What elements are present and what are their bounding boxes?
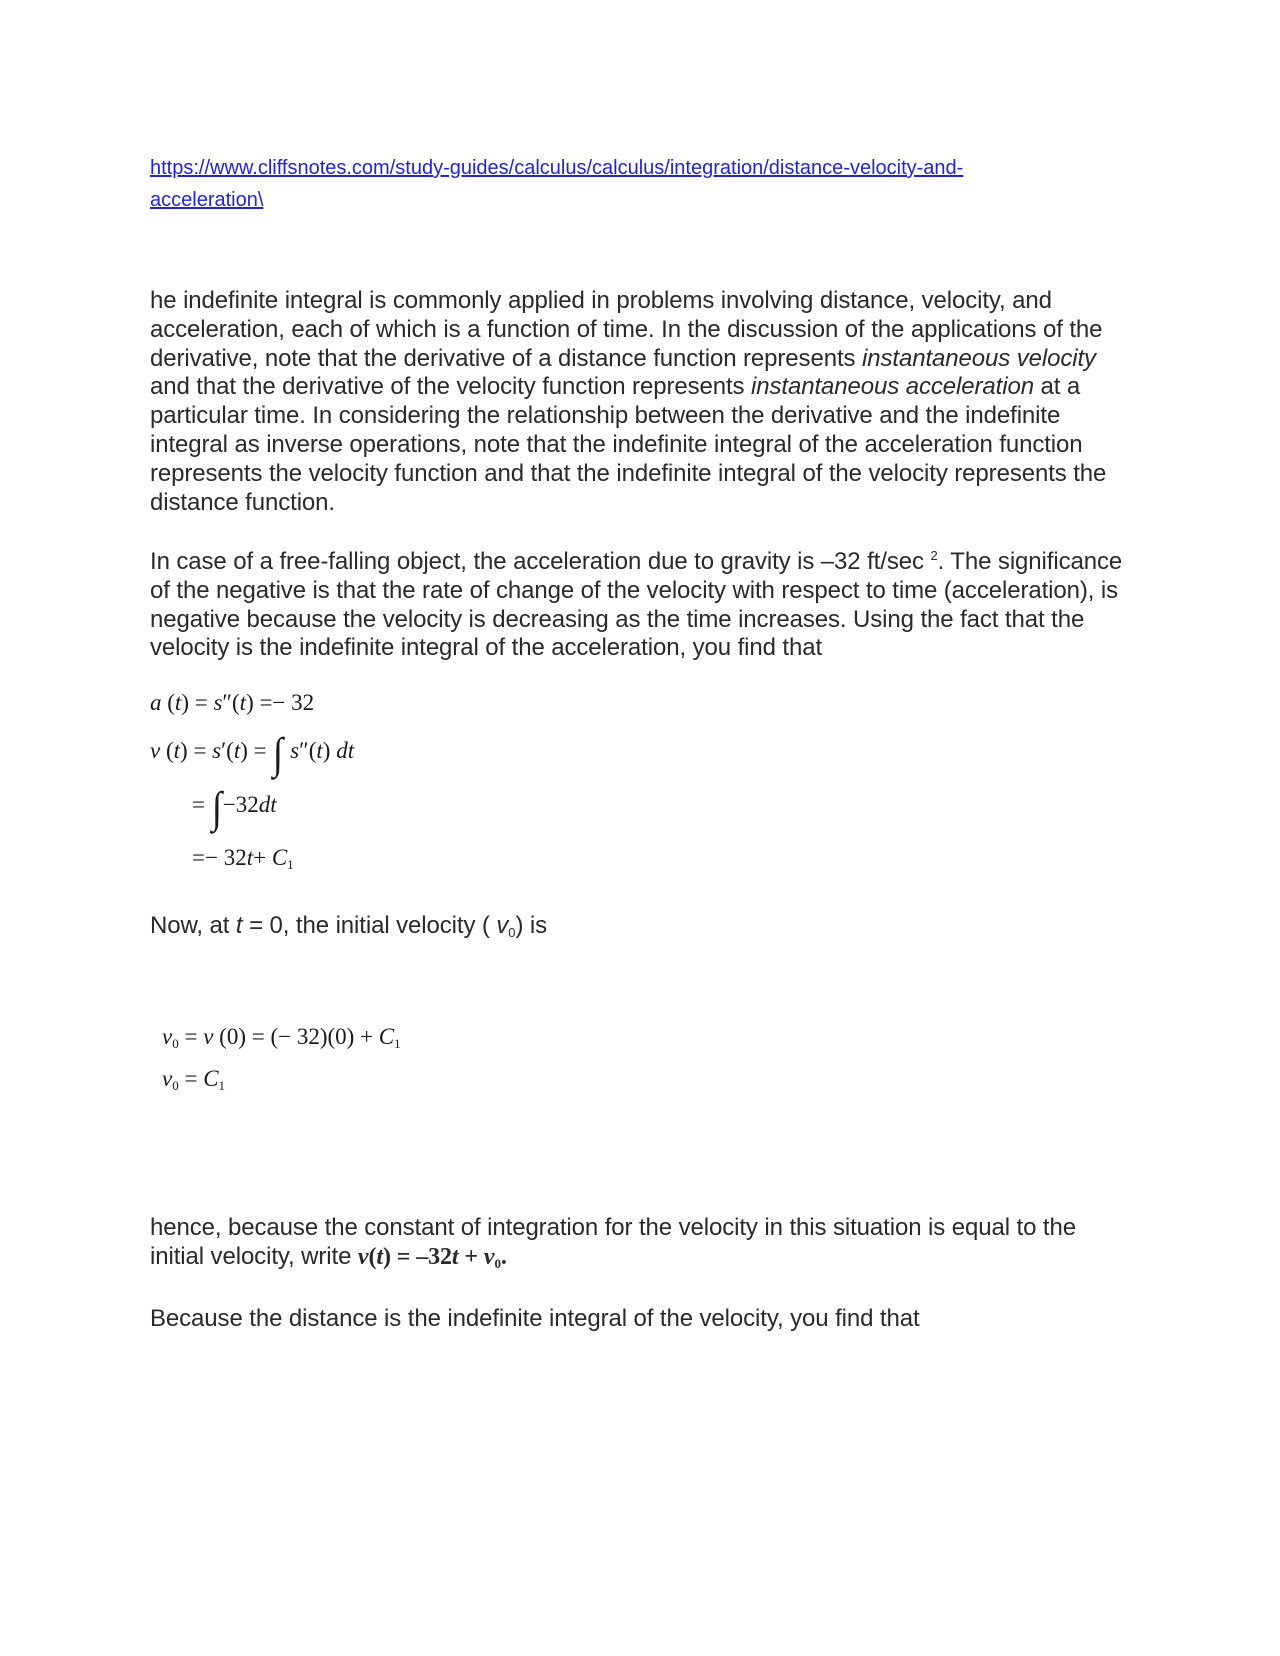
eq-t-var: t	[451, 1243, 459, 1270]
eq-t-var: t	[246, 845, 254, 870]
eq-s-var: s	[284, 738, 300, 763]
initial-velocity-paragraph	[150, 912, 1135, 941]
eq-subscript: 1	[218, 1078, 226, 1093]
eq-subscript: 0	[172, 1078, 179, 1093]
eq-subscript: 0	[494, 1255, 501, 1271]
constant-text: hence, because the constant of integration for the velocity in this situation is equal to the initial velocity, write	[150, 1214, 1076, 1270]
eq-v-var: v	[150, 738, 161, 763]
eq-t-var: t	[316, 738, 323, 763]
eq-paren: (	[232, 690, 240, 715]
equation-velocity: v (t) = s′(t) = ∫ s″(t) dt	[150, 729, 355, 778]
eq-a-var: a	[150, 690, 162, 715]
eq-equals: =	[178, 1066, 204, 1091]
source-link-line-2[interactable]: acceleration\	[150, 189, 264, 211]
eq-paren: (	[160, 738, 174, 763]
intro-emphasis-velocity: instantaneous velocity	[862, 344, 1096, 372]
eq-equals: ) =	[181, 690, 214, 715]
initial-subscript: 0	[508, 925, 516, 940]
eq-equals: ) =	[180, 738, 213, 763]
eq-paren: (	[368, 1243, 377, 1270]
eq-s-var: s	[212, 738, 222, 763]
eq-t-var: t	[239, 690, 247, 715]
source-link-line-1[interactable]: https://www.cliffsnotes.com/study-guides/calculus/calculus/integration/distance-velocity-and-	[150, 157, 964, 179]
eq-v-var: v	[483, 1243, 495, 1270]
equation-initial-velocity	[162, 1024, 401, 1050]
eq-paren: )	[322, 738, 337, 763]
eq-double-prime: ″	[299, 738, 309, 763]
eq-subscript: 1	[287, 857, 294, 872]
eq-v-var: v	[162, 1024, 173, 1049]
source-link[interactable]	[150, 152, 1070, 216]
eq-equals: =	[192, 792, 211, 817]
eq-prime: ′	[221, 738, 227, 763]
eq-period: .	[500, 1243, 507, 1270]
free-fall-paragraph	[150, 548, 1135, 663]
intro-emphasis-acceleration: instantaneous acceleration	[751, 373, 1034, 401]
constant-paragraph	[150, 1214, 1135, 1272]
eq-paren: (	[161, 690, 175, 715]
eq-plus: +	[253, 845, 272, 870]
initial-v-var: v	[496, 912, 509, 939]
eq-dt: dt	[258, 792, 277, 817]
equation-integral: = ∫−32dt	[192, 783, 277, 832]
eq-rest: ) = –32	[382, 1243, 452, 1270]
initial-text-3: ) is	[515, 912, 548, 939]
superscript-2: 2	[930, 548, 938, 563]
initial-text-1: Now, at	[150, 912, 236, 939]
eq-subscript: 1	[394, 1036, 401, 1051]
initial-t-var: t	[235, 912, 243, 939]
eq-v-var: v	[162, 1066, 173, 1091]
eq-equals: =	[178, 1024, 204, 1049]
inline-velocity-equation	[358, 1244, 507, 1270]
initial-text-2: = 0, the initial velocity (	[242, 912, 497, 939]
eq-constant: C	[271, 845, 288, 870]
eq-t-var: t	[173, 738, 181, 763]
eq-paren: (	[226, 738, 234, 763]
eq-equals: ) =	[240, 738, 273, 763]
intro-paragraph	[150, 287, 1135, 517]
eq-constant: C	[203, 1066, 219, 1091]
equation-constant	[162, 1066, 225, 1092]
eq-double-prime: ″	[222, 690, 232, 715]
initial-velocity-equations	[162, 1024, 462, 1114]
eq-constant: C	[378, 1024, 395, 1049]
eq-plus: +	[458, 1243, 484, 1270]
distance-paragraph	[150, 1305, 1135, 1334]
eq-subscript: 0	[172, 1036, 179, 1051]
eq-dt: dt	[336, 738, 355, 763]
eq-t-var: t	[174, 690, 182, 715]
eq-v-var: v	[203, 1024, 214, 1049]
eq-rest: ) =− 32	[246, 690, 315, 715]
intro-text-3: at a particular time. In considering the relationship between the derivative and the indefinite integral as inverse operations, note that the indefinite integral of the acceleration function represents the velocity function and that the indefinite integral of the velocity represents the distance function.	[150, 373, 1107, 516]
eq-t-var: t	[376, 1243, 383, 1270]
distance-text: Because the distance is the indefinite integral of the velocity, you find that	[150, 1305, 920, 1332]
eq-equals: =− 32	[192, 845, 247, 870]
intro-text-1: he indefinite integral is commonly applied in problems involving distance, velocity, and acceleration, each of which is a function of time. In the discussion of the applications of the derivative, note that the derivative of a distance function represents	[150, 287, 1103, 372]
eq-body: −32	[222, 792, 259, 817]
intro-text-2: and that the derivative of the velocity function represents	[150, 373, 752, 401]
equation-acceleration	[150, 690, 314, 716]
eq-rest: (0) = (− 32)(0) +	[213, 1024, 379, 1049]
eq-t-var: t	[233, 738, 241, 763]
equation-result	[192, 845, 294, 871]
eq-v-var: v	[357, 1243, 369, 1270]
eq-s-var: s	[213, 690, 223, 715]
free-fall-text-2: . The significance of the negative is that the rate of change of the velocity with respect to time (acceleration), is negative because the velocity is decreasing as the time increases. Using the fact that the velocity is the indefinite integral of the acceleration, you find that	[150, 548, 1123, 662]
free-fall-text-1: In case of a free-falling object, the acceleration due to gravity is –32 ft/sec	[150, 548, 931, 575]
eq-paren: (	[308, 738, 317, 763]
velocity-equations	[150, 690, 410, 890]
